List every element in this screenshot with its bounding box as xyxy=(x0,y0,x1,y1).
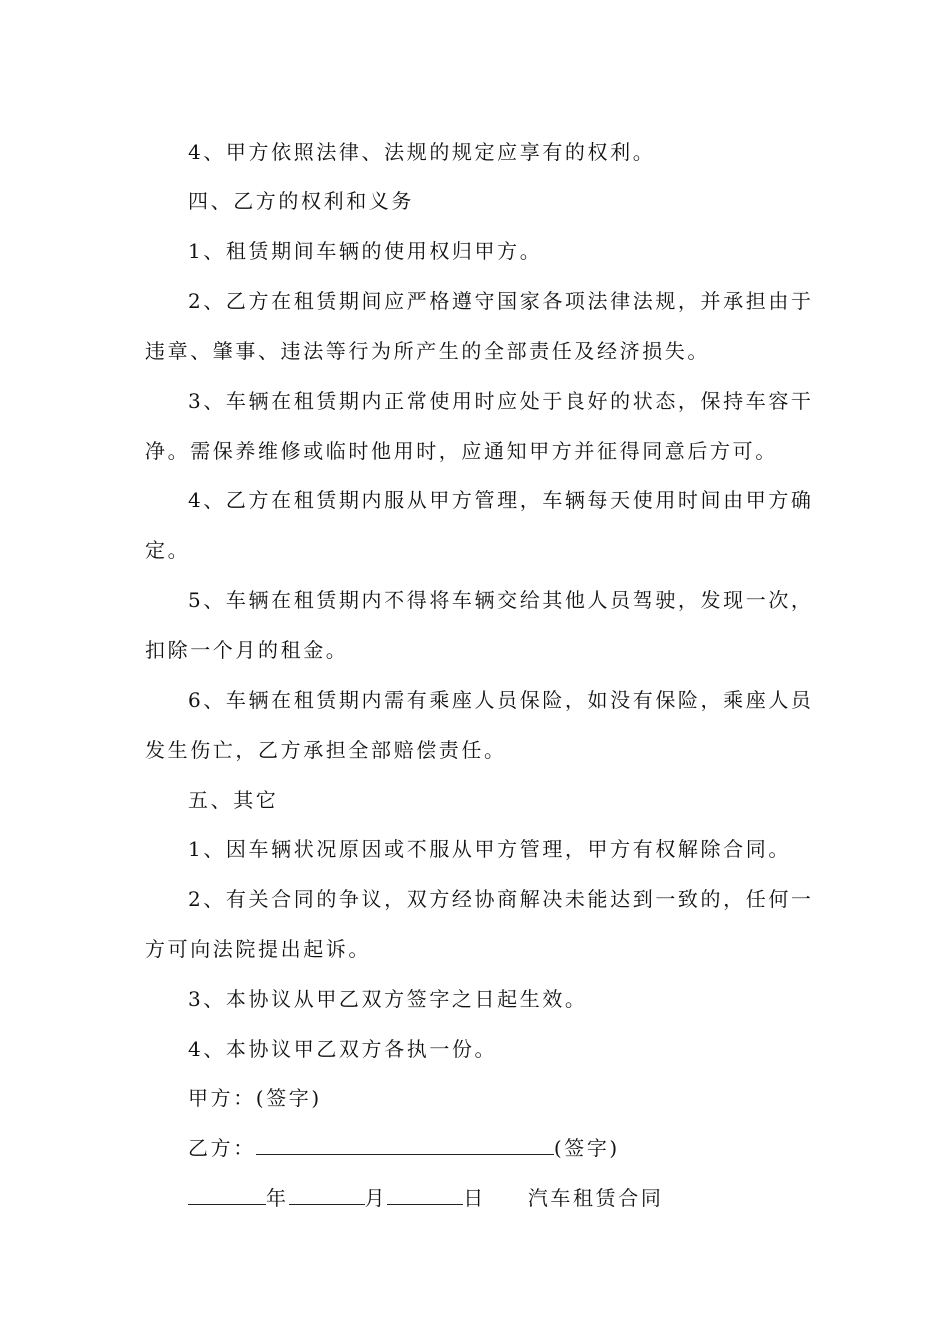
party-b-sign-note: (签字) xyxy=(553,1136,620,1160)
clause-c1-text: 1、因车辆状况原因或不服从甲方管理，甲方有权解除合同。 xyxy=(188,837,791,861)
clause-c2-text: 2、有关合同的争议，双方经协商解决未能达到一致的，任何一 xyxy=(188,887,814,911)
month-label: 月 xyxy=(364,1186,388,1210)
party-b-signature xyxy=(188,1134,620,1162)
year-blank xyxy=(188,1186,266,1205)
clause-b5-text: 5、车辆在租赁期内不得将车辆交给其他人员驾驶，发现一次， xyxy=(188,588,814,612)
clause-b3-text-cont: 净。需保养维修或临时他用时，应通知甲方并征得同意后方可。 xyxy=(145,439,778,463)
clause-b4-text-cont: 定。 xyxy=(145,538,191,562)
month-blank xyxy=(289,1186,365,1205)
date-line xyxy=(188,1184,663,1212)
clause-c3-text: 3、本协议从甲乙双方签字之日起生效。 xyxy=(188,987,588,1011)
party-b-signature-blank xyxy=(256,1136,554,1155)
day-label: 日 xyxy=(463,1186,486,1210)
contract-title: 汽车租赁合同 xyxy=(527,1186,664,1210)
clause-b2-text-cont: 违章、肇事、违法等行为所产生的全部责任及经济损失。 xyxy=(145,339,710,363)
year-label: 年 xyxy=(266,1186,289,1210)
clause-c2-text-cont: 方可向法院提出起诉。 xyxy=(145,937,371,961)
section-five-heading: 五、其它 xyxy=(188,788,279,812)
clause-a4-text: 4、甲方依照法律、法规的规定应享有的权利。 xyxy=(188,140,656,164)
clause-b1-text: 1、租赁期间车辆的使用权归甲方。 xyxy=(188,239,543,263)
clause-b2-text: 2、乙方在租赁期间应严格遵守国家各项法律法规，并承担由于 xyxy=(188,289,814,313)
day-blank xyxy=(387,1186,463,1205)
section-four-heading: 四、乙方的权利和义务 xyxy=(188,189,414,213)
clause-b5-text-cont: 扣除一个月的租金。 xyxy=(145,638,349,662)
party-b-label: 乙方： xyxy=(188,1136,256,1160)
clause-b3-text: 3、车辆在租赁期内正常使用时应处于良好的状态，保持车容干 xyxy=(188,389,814,413)
clause-b6-text-cont: 发生伤亡，乙方承担全部赔偿责任。 xyxy=(145,738,507,762)
party-a-signature: 甲方：(签字) xyxy=(188,1086,322,1110)
clause-b6-text: 6、车辆在租赁期内需有乘座人员保险，如没有保险，乘座人员 xyxy=(188,688,814,712)
clause-c4-text: 4、本协议甲乙双方各执一份。 xyxy=(188,1037,498,1061)
clause-b4-text: 4、乙方在租赁期内服从甲方管理，车辆每天使用时间由甲方确 xyxy=(188,488,814,512)
